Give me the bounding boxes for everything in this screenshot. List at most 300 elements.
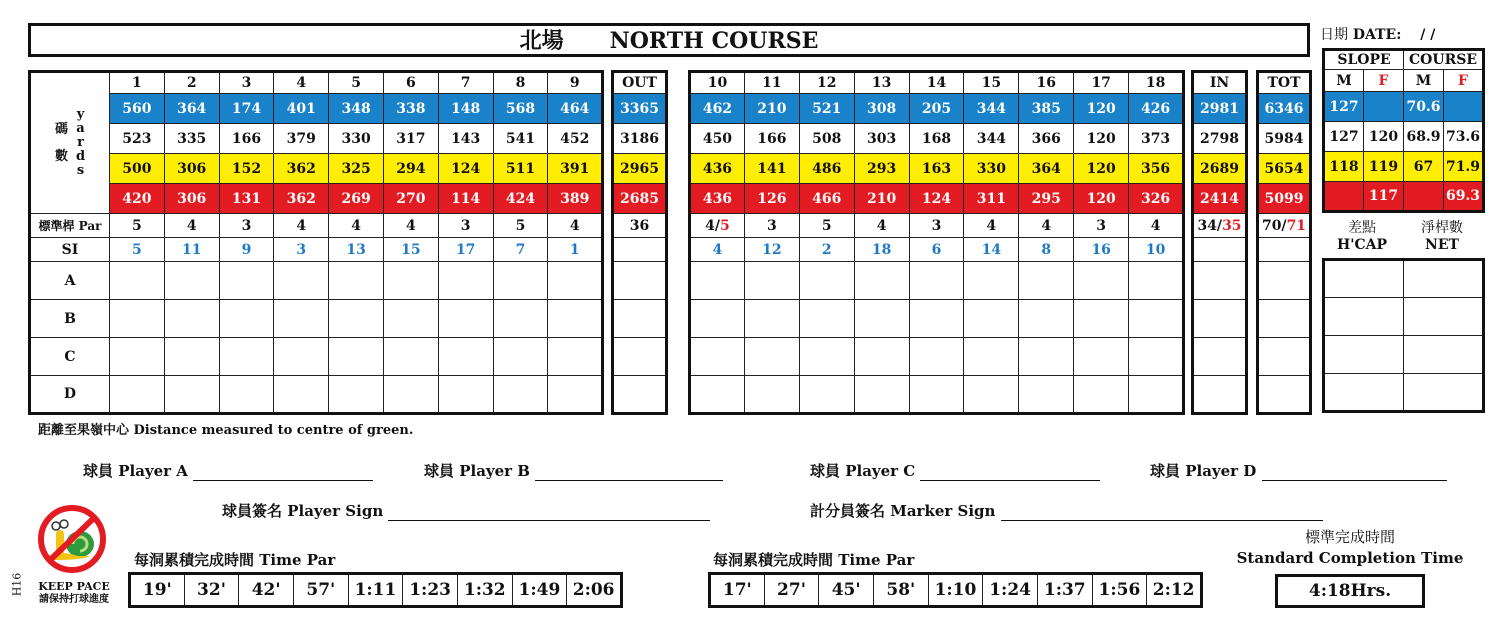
rating-value: 68.9	[1404, 122, 1444, 152]
score-cell[interactable]	[493, 376, 548, 414]
hole-par: 4	[854, 214, 909, 238]
tot-par-men: 70/	[1261, 217, 1287, 234]
score-cell[interactable]	[854, 300, 909, 338]
blue-yardage: 205	[909, 94, 964, 124]
score-cell[interactable]	[964, 376, 1019, 414]
hole10-ladies-par: 5	[720, 217, 730, 234]
out-blue: 3365	[613, 94, 667, 124]
score-cell[interactable]	[1193, 376, 1247, 414]
score-cell[interactable]	[164, 338, 219, 376]
hole-number: 18	[1129, 72, 1184, 94]
score-cell[interactable]	[854, 338, 909, 376]
yellow-yardage: 436	[690, 154, 745, 184]
score-cell[interactable]	[1019, 338, 1074, 376]
blue-yardage: 385	[1019, 94, 1074, 124]
score-cell[interactable]	[1193, 300, 1247, 338]
rating-value: 117	[1364, 182, 1404, 212]
player-d-field[interactable]	[1150, 460, 1447, 481]
tot-yellow: 5654	[1258, 154, 1311, 184]
stroke-index: 3	[274, 238, 329, 262]
score-cell[interactable]	[1074, 300, 1129, 338]
score-cell[interactable]	[854, 262, 909, 300]
white-yardage: 508	[799, 124, 854, 154]
player-a-label: 球員 Player A	[83, 462, 188, 480]
stroke-index: 18	[854, 238, 909, 262]
rating-value: 118	[1324, 152, 1364, 182]
time-par-front-table	[128, 572, 623, 608]
score-cell[interactable]	[383, 300, 438, 338]
rating-value	[1404, 182, 1444, 212]
par-label: 標準桿 Par	[30, 214, 110, 238]
red-yardage: 270	[383, 184, 438, 214]
score-cell[interactable]	[1074, 338, 1129, 376]
hole-number: 3	[219, 72, 274, 94]
white-yardage: 366	[1019, 124, 1074, 154]
yellow-yardage: 362	[274, 154, 329, 184]
in-white: 2798	[1193, 124, 1247, 154]
score-cell[interactable]	[164, 376, 219, 414]
score-cell[interactable]	[744, 338, 799, 376]
blue-yardage: 120	[1074, 94, 1129, 124]
white-yardage: 450	[690, 124, 745, 154]
hcap-cell[interactable]	[1324, 336, 1404, 374]
hcap-cell[interactable]	[1324, 260, 1404, 298]
hole-par: 5	[799, 214, 854, 238]
score-cell[interactable]	[438, 262, 493, 300]
stroke-index: 13	[329, 238, 384, 262]
red-yardage: 311	[964, 184, 1019, 214]
stroke-index: 15	[383, 238, 438, 262]
course-header: COURSE	[1404, 50, 1484, 70]
course-men-header: M	[1404, 70, 1444, 92]
in-si	[1193, 238, 1247, 262]
blue-yardage: 464	[548, 94, 603, 124]
score-cell[interactable]	[613, 300, 667, 338]
score-cell[interactable]	[909, 376, 964, 414]
score-cell[interactable]	[1193, 338, 1247, 376]
card-code: H16	[10, 572, 24, 597]
yardage-zh-1: 碼	[54, 122, 68, 137]
rating-value: 69.3	[1444, 182, 1484, 212]
time-par-cell: 42'	[239, 574, 294, 607]
white-yardage: 303	[854, 124, 909, 154]
snail-no-entry-icon	[34, 504, 110, 574]
net-cell[interactable]	[1404, 298, 1484, 336]
si-label: SI	[30, 238, 110, 262]
white-yardage: 335	[164, 124, 219, 154]
hole-par: 4	[964, 214, 1019, 238]
tot-red: 5099	[1258, 184, 1311, 214]
hcap-cell[interactable]	[1324, 298, 1404, 336]
player-b-field[interactable]	[424, 460, 723, 481]
blue-yardage: 426	[1129, 94, 1184, 124]
yardage-en: y a r d s	[75, 107, 86, 178]
player-row-label: D	[30, 376, 110, 414]
score-cell[interactable]	[164, 262, 219, 300]
yardage-label	[30, 72, 110, 214]
rating-value: 127	[1324, 122, 1364, 152]
red-yardage: 466	[799, 184, 854, 214]
blue-yardage: 174	[219, 94, 274, 124]
score-cell[interactable]	[329, 376, 384, 414]
white-yardage: 330	[329, 124, 384, 154]
std-completion-value: 4:18Hrs.	[1275, 574, 1425, 608]
rating-value: 120	[1364, 122, 1404, 152]
hole-number: 7	[438, 72, 493, 94]
player-c-field[interactable]	[810, 460, 1100, 481]
time-par-cell: 1:11	[348, 574, 403, 607]
score-cell[interactable]	[219, 300, 274, 338]
score-cell[interactable]	[110, 376, 165, 414]
in-header: IN	[1193, 72, 1247, 94]
tot-blue: 6346	[1258, 94, 1311, 124]
stroke-index: 14	[964, 238, 1019, 262]
white-yardage: 523	[110, 124, 165, 154]
score-cell[interactable]	[493, 262, 548, 300]
tot-header: TOT	[1258, 72, 1311, 94]
score-cell[interactable]	[219, 338, 274, 376]
hole-par: 4	[383, 214, 438, 238]
player-sign-line[interactable]	[388, 506, 710, 521]
hole-par: 3	[744, 214, 799, 238]
hole-number: 9	[548, 72, 603, 94]
red-yardage: 420	[110, 184, 165, 214]
in-blue: 2981	[1193, 94, 1247, 124]
score-cell[interactable]	[1019, 376, 1074, 414]
score-cell[interactable]	[1129, 376, 1184, 414]
hole-par: 4	[1019, 214, 1074, 238]
blue-yardage: 210	[744, 94, 799, 124]
score-cell[interactable]	[548, 300, 603, 338]
yardage-zh-2: 數	[54, 149, 68, 164]
white-yardage: 166	[744, 124, 799, 154]
stroke-index: 5	[110, 238, 165, 262]
yellow-yardage: 124	[438, 154, 493, 184]
hcap-net-labels	[1322, 220, 1482, 254]
player-sign-field[interactable]	[222, 500, 710, 521]
score-cell[interactable]	[548, 376, 603, 414]
out-table	[611, 70, 668, 415]
score-cell[interactable]	[964, 338, 1019, 376]
slope-men-header: M	[1324, 70, 1364, 92]
score-cell[interactable]	[690, 262, 745, 300]
player-sign-label: 球員簽名 Player Sign	[222, 502, 384, 520]
score-cell[interactable]	[110, 300, 165, 338]
out-si	[613, 238, 667, 262]
time-par-cell: 2:06	[567, 574, 622, 607]
yellow-yardage: 500	[110, 154, 165, 184]
std-completion-label	[1236, 527, 1464, 569]
stroke-index: 9	[219, 238, 274, 262]
hole-par: 3	[438, 214, 493, 238]
course-ladies-header: F	[1444, 70, 1484, 92]
stroke-index: 7	[493, 238, 548, 262]
score-cell[interactable]	[799, 300, 854, 338]
score-cell[interactable]	[1019, 300, 1074, 338]
score-cell[interactable]	[964, 262, 1019, 300]
hole-number: 12	[799, 72, 854, 94]
keep-pace-text	[32, 580, 116, 606]
hole-number: 13	[854, 72, 909, 94]
keep-pace-en: KEEP PACE	[38, 580, 110, 593]
hole-number: 15	[964, 72, 1019, 94]
stroke-index: 4	[690, 238, 745, 262]
yellow-yardage: 293	[854, 154, 909, 184]
white-yardage: 344	[964, 124, 1019, 154]
score-cell[interactable]	[274, 376, 329, 414]
score-cell[interactable]	[329, 300, 384, 338]
score-cell[interactable]	[219, 376, 274, 414]
player-a-line[interactable]	[193, 466, 373, 481]
net-zh: 淨桿數	[1421, 220, 1463, 236]
in-par-men: 34/	[1197, 217, 1223, 234]
time-par-cell: 1:56	[1092, 574, 1147, 607]
hole-number: 8	[493, 72, 548, 94]
red-yardage: 436	[690, 184, 745, 214]
player-d-label: 球員 Player D	[1150, 462, 1257, 480]
score-cell[interactable]	[1258, 376, 1311, 414]
hole-par: 4	[548, 214, 603, 238]
blue-yardage: 148	[438, 94, 493, 124]
blue-yardage: 348	[329, 94, 384, 124]
score-cell[interactable]	[548, 262, 603, 300]
score-cell[interactable]	[383, 376, 438, 414]
hole-number: 6	[383, 72, 438, 94]
red-yardage: 114	[438, 184, 493, 214]
hole-number: 11	[744, 72, 799, 94]
white-yardage: 120	[1074, 124, 1129, 154]
score-cell[interactable]	[1258, 262, 1311, 300]
score-cell[interactable]	[690, 300, 745, 338]
score-cell[interactable]	[274, 262, 329, 300]
score-cell[interactable]	[1193, 262, 1247, 300]
score-cell[interactable]	[744, 262, 799, 300]
red-yardage: 120	[1074, 184, 1129, 214]
hole-par: 4	[329, 214, 384, 238]
date-field[interactable]	[1320, 24, 1435, 44]
blue-yardage: 308	[854, 94, 909, 124]
stroke-index: 6	[909, 238, 964, 262]
score-cell[interactable]	[1129, 262, 1184, 300]
score-cell[interactable]	[438, 338, 493, 376]
date-slashes: / /	[1420, 27, 1436, 43]
out-white: 3186	[613, 124, 667, 154]
red-yardage: 269	[329, 184, 384, 214]
score-cell[interactable]	[493, 338, 548, 376]
red-yardage: 424	[493, 184, 548, 214]
hole-number: 5	[329, 72, 384, 94]
score-cell[interactable]	[964, 300, 1019, 338]
player-b-label: 球員 Player B	[424, 462, 530, 480]
in-par	[1193, 214, 1247, 238]
net-cell[interactable]	[1404, 336, 1484, 374]
score-cell[interactable]	[909, 262, 964, 300]
white-yardage: 317	[383, 124, 438, 154]
yellow-yardage: 152	[219, 154, 274, 184]
red-yardage: 389	[548, 184, 603, 214]
score-cell[interactable]	[274, 338, 329, 376]
score-cell[interactable]	[690, 338, 745, 376]
yellow-yardage: 306	[164, 154, 219, 184]
hole-number: 16	[1019, 72, 1074, 94]
slope-header: SLOPE	[1324, 50, 1404, 70]
distance-note: 距離至果嶺中心 Distance measured to centre of green.	[38, 423, 414, 438]
red-yardage: 362	[274, 184, 329, 214]
blue-yardage: 521	[799, 94, 854, 124]
date-label-zh: 日期	[1320, 27, 1348, 43]
rating-value	[1444, 92, 1484, 122]
keep-pace-logo	[34, 504, 110, 580]
in-yellow: 2689	[1193, 154, 1247, 184]
stroke-index: 2	[799, 238, 854, 262]
score-cell[interactable]	[613, 338, 667, 376]
yellow-yardage: 325	[329, 154, 384, 184]
course-title	[28, 23, 1310, 57]
in-table	[1191, 70, 1248, 415]
tot-par-ladies: 71	[1286, 217, 1307, 234]
score-cell[interactable]	[110, 262, 165, 300]
score-cell[interactable]	[1129, 338, 1184, 376]
rating-value: 67	[1404, 152, 1444, 182]
blue-yardage: 338	[383, 94, 438, 124]
score-cell[interactable]	[1129, 300, 1184, 338]
score-cell[interactable]	[744, 300, 799, 338]
score-cell[interactable]	[329, 262, 384, 300]
stroke-index: 10	[1129, 238, 1184, 262]
score-cell[interactable]	[1258, 338, 1311, 376]
hcap-zh: 差點	[1348, 220, 1376, 236]
white-yardage: 373	[1129, 124, 1184, 154]
blue-yardage: 462	[690, 94, 745, 124]
white-yardage: 452	[548, 124, 603, 154]
marker-sign-label: 計分員簽名 Marker Sign	[810, 502, 996, 520]
score-cell[interactable]	[909, 338, 964, 376]
rating-value: 70.6	[1404, 92, 1444, 122]
score-cell[interactable]	[274, 300, 329, 338]
net-cell[interactable]	[1404, 260, 1484, 298]
time-par-cell: 45'	[819, 574, 874, 607]
score-cell[interactable]	[548, 338, 603, 376]
time-par-label-front: 每洞累積完成時間 Time Par	[134, 551, 336, 569]
yellow-yardage: 141	[744, 154, 799, 184]
score-cell[interactable]	[1019, 262, 1074, 300]
hole-par: 3	[909, 214, 964, 238]
hole-number: 4	[274, 72, 329, 94]
yellow-yardage: 364	[1019, 154, 1074, 184]
slope-ladies-header: F	[1364, 70, 1404, 92]
out-header: OUT	[613, 72, 667, 94]
blue-yardage: 364	[164, 94, 219, 124]
hole-par: 4	[274, 214, 329, 238]
yellow-yardage: 391	[548, 154, 603, 184]
score-cell[interactable]	[493, 300, 548, 338]
front-nine-table	[28, 70, 604, 415]
player-b-line[interactable]	[535, 466, 723, 481]
score-cell[interactable]	[329, 338, 384, 376]
time-par-cell: 1:49	[512, 574, 567, 607]
score-cell[interactable]	[690, 376, 745, 414]
time-par-cell: 32'	[184, 574, 239, 607]
score-cell[interactable]	[110, 338, 165, 376]
blue-yardage: 344	[964, 94, 1019, 124]
score-cell[interactable]	[854, 376, 909, 414]
rating-value	[1324, 182, 1364, 212]
time-par-cell: 1:37	[1037, 574, 1092, 607]
tot-par	[1258, 214, 1311, 238]
out-par: 36	[613, 214, 667, 238]
red-yardage: 124	[909, 184, 964, 214]
stroke-index: 16	[1074, 238, 1129, 262]
score-cell[interactable]	[1258, 300, 1311, 338]
time-par-cell: 58'	[873, 574, 928, 607]
time-par-cell: 57'	[293, 574, 348, 607]
score-cell[interactable]	[219, 262, 274, 300]
time-par-cell: 1:32	[457, 574, 512, 607]
out-yellow: 2965	[613, 154, 667, 184]
score-cell[interactable]	[383, 338, 438, 376]
score-cell[interactable]	[613, 262, 667, 300]
score-cell[interactable]	[909, 300, 964, 338]
score-cell[interactable]	[164, 300, 219, 338]
score-cell[interactable]	[744, 376, 799, 414]
white-yardage: 541	[493, 124, 548, 154]
net-en: NET	[1425, 237, 1459, 253]
score-cell[interactable]	[613, 376, 667, 414]
hole-par: 5	[493, 214, 548, 238]
score-cell[interactable]	[438, 376, 493, 414]
score-cell[interactable]	[799, 338, 854, 376]
score-cell[interactable]	[1074, 376, 1129, 414]
player-a-field[interactable]	[83, 460, 373, 481]
in-red: 2414	[1193, 184, 1247, 214]
score-cell[interactable]	[1074, 262, 1129, 300]
hole-par: 3	[219, 214, 274, 238]
hole-par: 5	[110, 214, 165, 238]
player-d-line[interactable]	[1262, 466, 1447, 481]
hcap-cell[interactable]	[1324, 374, 1404, 412]
player-c-line[interactable]	[920, 466, 1100, 481]
time-par-back-table	[708, 572, 1203, 608]
score-cell[interactable]	[799, 376, 854, 414]
yellow-yardage: 356	[1129, 154, 1184, 184]
rating-value	[1364, 92, 1404, 122]
rating-value: 71.9	[1444, 152, 1484, 182]
title-zh: 北場	[519, 28, 564, 54]
time-par-cell: 1:10	[928, 574, 983, 607]
blue-yardage: 560	[110, 94, 165, 124]
score-cell[interactable]	[799, 262, 854, 300]
player-row-label: B	[30, 300, 110, 338]
in-par-ladies: 35	[1222, 217, 1242, 234]
red-yardage: 295	[1019, 184, 1074, 214]
out-red: 2685	[613, 184, 667, 214]
marker-sign-line[interactable]	[1001, 506, 1323, 521]
yellow-yardage: 486	[799, 154, 854, 184]
white-yardage: 166	[219, 124, 274, 154]
stroke-index: 17	[438, 238, 493, 262]
score-cell[interactable]	[438, 300, 493, 338]
std-completion-en: Standard Completion Time	[1236, 549, 1464, 567]
player-row-label: A	[30, 262, 110, 300]
hole-number: 2	[164, 72, 219, 94]
tot-white: 5984	[1258, 124, 1311, 154]
blue-yardage: 568	[493, 94, 548, 124]
score-cell[interactable]	[383, 262, 438, 300]
time-par-cell: 17'	[710, 574, 765, 607]
time-par-cell: 1:24	[983, 574, 1038, 607]
net-cell[interactable]	[1404, 374, 1484, 412]
marker-sign-field[interactable]	[810, 500, 1323, 521]
